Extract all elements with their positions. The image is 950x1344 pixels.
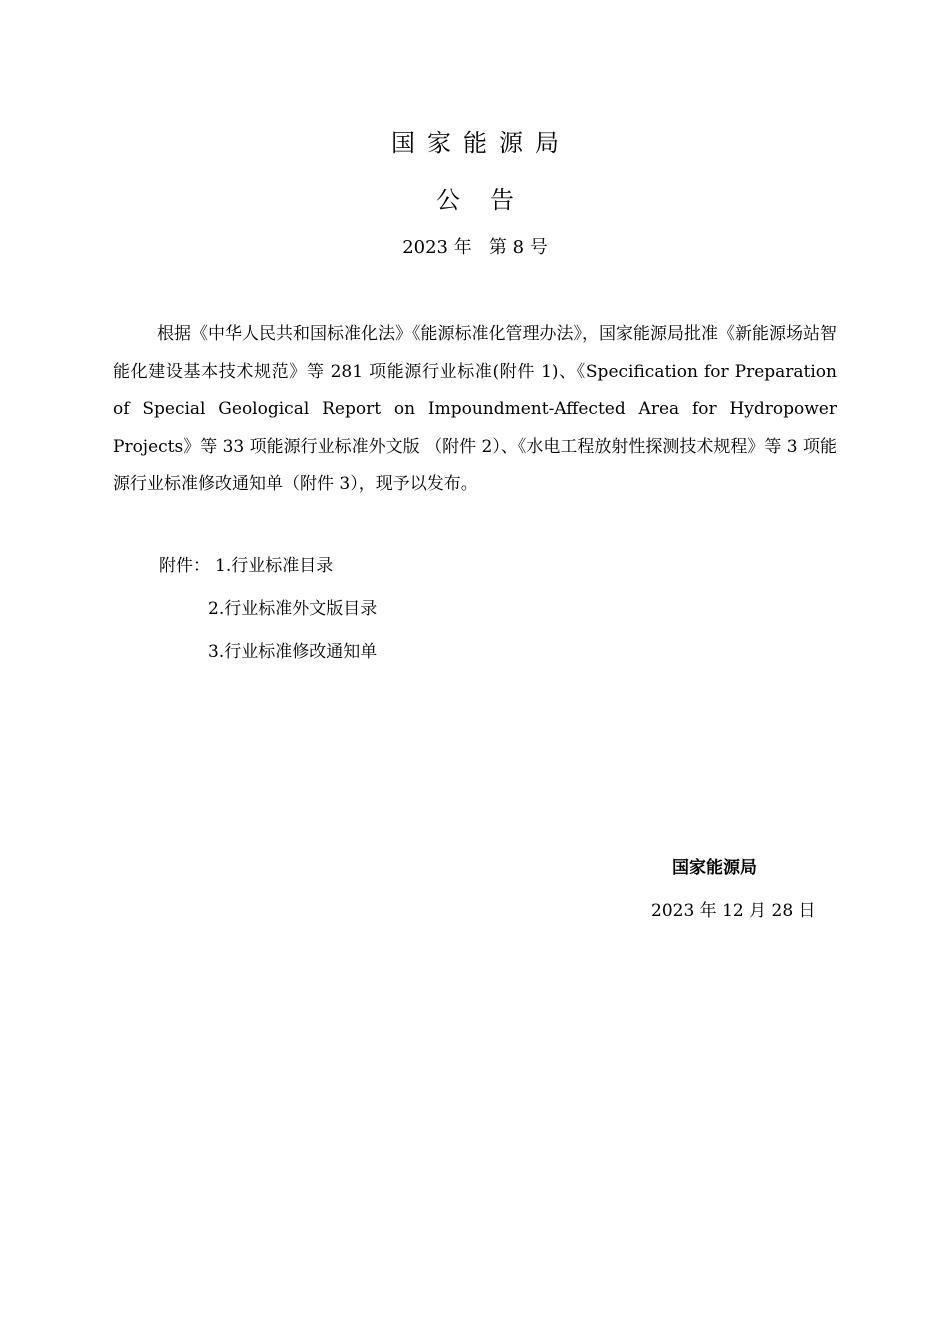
document-number: 2023 年 第 8 号 <box>402 237 548 258</box>
signature-date: 2023 年 12 月 28 日 <box>651 901 816 921</box>
attachment-item: 1.行业标准目录 <box>215 556 334 576</box>
attachment-item: 2.行业标准外文版目录 <box>208 599 378 619</box>
attachments-label: 附件： <box>159 556 210 576</box>
announcement-body: 根据《中华人民共和国标准化法》《能源标准化管理办法》，国家能源局批准《新能源场站智能化建设基本技术规范》等 281 项能源行业标准(附件 1)、《Specification for Preparation of Special Geological Report on Impoundment-Affected Area for Hydropower Projects》等 33 项能源行业标准外文版 （附件 2）、《水电工程放射性探测技术规程》等 3 项能源行业标准修改通知单（附件 3），现予以发布。 <box>113 324 837 494</box>
signature-organization: 国家能源局 <box>672 858 757 878</box>
attachment-item: 3.行业标准修改通知单 <box>208 642 378 662</box>
notice-title: 公告 <box>436 186 544 214</box>
issuing-organization-title: 国家能源局 <box>391 129 571 157</box>
